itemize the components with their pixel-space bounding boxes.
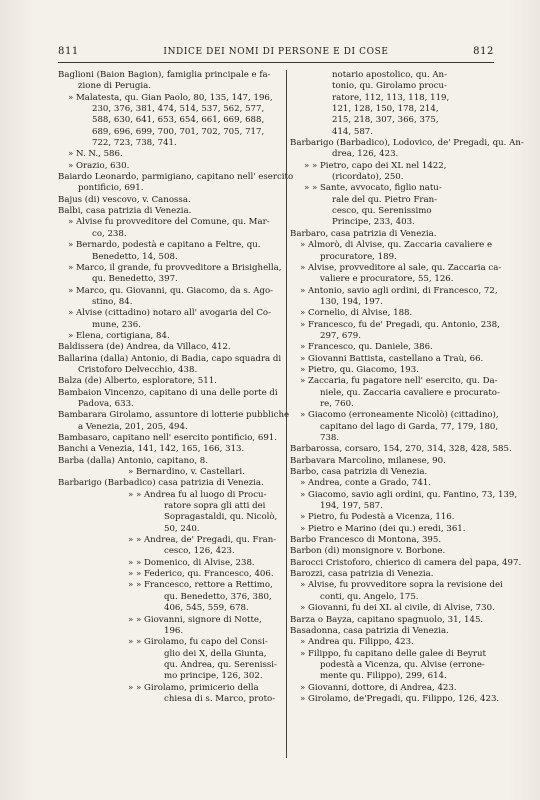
- right-column: [290, 70, 524, 705]
- index-entry-line: » Bernardino, v. Castellari.: [128, 467, 245, 478]
- index-entry-line: mente qu. Filippo), 299, 614.: [320, 671, 447, 682]
- index-entry-line: » Marco, il grande, fu provveditore a Brisighella,: [68, 262, 282, 273]
- index-entry-line: 196.: [164, 625, 184, 636]
- index-entry-line: » Pietro, fu Podestà a Vicenza, 116.: [300, 512, 455, 523]
- index-entry-line: 406, 545, 559, 678.: [164, 603, 249, 614]
- index-entry-line: » » Federico, qu. Francesco, 406.: [128, 569, 274, 580]
- page-number-left: 811: [58, 46, 79, 57]
- index-entry-line: a Venezia, 201, 205, 494.: [78, 421, 188, 432]
- index-entry-line: Benedetto, 14, 508.: [92, 251, 178, 262]
- index-entry-line: qu. Andrea, qu. Serenissi-: [164, 659, 277, 670]
- index-entry-line: » Antonio, savio agli ordini, di Francesco, 72,: [300, 285, 498, 296]
- index-entry-line: re, 760.: [320, 398, 354, 409]
- index-entry-line: 689, 696, 699, 700, 701, 702, 705, 717,: [92, 126, 265, 137]
- index-entry-line: 130, 194, 197.: [320, 296, 383, 307]
- index-entry-line: » Alvise, provveditore al sale, qu. Zaccaria ca-: [300, 262, 502, 273]
- index-entry: Banchi a Venezia, 141, 142, 165, 166, 313.: [58, 444, 245, 455]
- index-entry-line: » Bernardo, podestà e capitano a Feltre, qu.: [68, 240, 261, 251]
- index-entry: Bajus (di) vescovo, v. Canossa.: [58, 194, 191, 205]
- index-entry-line: Padova, 633.: [78, 398, 134, 409]
- index-entry-line: pontificio, 691.: [78, 183, 144, 194]
- index-entry-line: valiere e procuratore, 55, 126.: [320, 274, 454, 285]
- index-entry-line: » Alvise (cittadino) notaro all' avogaria del Co-: [68, 308, 271, 319]
- index-entry-line: » Andrea, conte a Grado, 741.: [300, 478, 432, 489]
- index-entry: Baldissera (de) Andrea, da Villaco, 412.: [58, 342, 231, 353]
- index-entry: Ballarina (dalla) Antonio, di Badia, capo squadra di: [58, 353, 282, 364]
- index-entry: Barozzi, casa patrizia di Venezia.: [290, 569, 434, 580]
- index-entry-line: tonio, qu. Girolamo procu-: [332, 81, 447, 92]
- index-entry-line: 121, 128, 150, 178, 214,: [332, 104, 439, 115]
- index-entry-line: Cristoforo Delvecchio, 438.: [78, 364, 198, 375]
- index-entry-line: » » Domenico, di Alvise, 238.: [128, 557, 255, 568]
- index-entry: Barza o Bayza, capitano spagnuolo, 31, 145.: [290, 614, 484, 625]
- index-entry-line: co, 238.: [92, 228, 127, 239]
- index-entry-line: » Almorò, di Alvise, qu. Zaccaria cavaliere e: [300, 240, 493, 251]
- index-entry: Barbaro, casa patrizia di Venezia.: [290, 228, 437, 239]
- index-entry-line: conti, qu. Angelo, 175.: [320, 591, 419, 602]
- index-entry-line: » » Girolamo, primicerio della: [128, 682, 259, 693]
- index-entry: Bambaion Vincenzo, capitano di una delle porte di: [58, 387, 278, 398]
- index-entry-line: » Francesco, qu. Daniele, 386.: [300, 342, 433, 353]
- index-entry-line: drea, 126, 423.: [332, 149, 399, 160]
- index-entry-line: rale del qu. Pietro Fran-: [332, 194, 438, 205]
- page-header: [58, 44, 494, 58]
- index-entry-line: » Giacomo, savio agli ordini, qu. Fantino, 73, 139,: [300, 489, 518, 500]
- column-separator: [286, 70, 287, 758]
- index-entry: Barbarigo (Barbadico), Lodovico, de' Pregadi, qu. An-: [290, 138, 524, 149]
- index-entry-line: » Giovanni Battista, castellano a Traù, 66.: [300, 353, 484, 364]
- index-entry-line: » Andrea qu. Filippo, 423.: [300, 637, 414, 648]
- header-rule: [58, 62, 494, 63]
- page-number-right: 812: [473, 46, 494, 57]
- index-entry-line: (ricordato), 250.: [332, 172, 404, 183]
- index-entry-line: mo principe, 126, 302.: [164, 671, 263, 682]
- index-entry-line: » » Francesco, rettore a Rettimo,: [128, 580, 273, 591]
- index-entry-line: » » Sante, avvocato, figlio natu-: [304, 183, 442, 194]
- index-entry-line: procuratore, 189.: [320, 251, 397, 262]
- index-entry-line: » » Andrea fu al luogo di Procu-: [128, 489, 267, 500]
- index-entry-line: ratore, 112, 113, 118, 119,: [332, 92, 450, 103]
- index-entry-line: » Alvise, fu provveditore sopra la revisione dei: [300, 580, 503, 591]
- index-entry-line: capitano del lago di Garda, 77, 179, 180,: [320, 421, 499, 432]
- index-entry-line: » » Pietro, capo dei XL nel 1422,: [304, 160, 447, 171]
- index-entry-line: 194, 197, 587.: [320, 501, 383, 512]
- index-entry: Barbarossa, corsaro, 154, 270, 314, 328, 428, 585.: [290, 444, 512, 455]
- index-entry: Balza (de) Alberto, esploratore, 511.: [58, 376, 217, 387]
- index-entry-line: » Francesco, fu de' Pregadi, qu. Antonio, 238,: [300, 319, 500, 330]
- index-entry-line: cesco, qu. Serenissimo: [332, 206, 432, 217]
- index-entry-line: » Giovanni, dottore, di Andrea, 423.: [300, 682, 457, 693]
- index-entry-line: » Malatesta, qu. Gian Paolo, 80, 135, 147, 196,: [68, 92, 273, 103]
- index-entry-line: zione di Perugia.: [78, 81, 152, 92]
- index-entry-line: » » Andrea, de' Pregadi, qu. Fran-: [128, 535, 277, 546]
- index-entry-line: » Orazio, 630.: [68, 160, 130, 171]
- index-entry: Barbo Francesco di Montona, 395.: [290, 535, 442, 546]
- index-entry-line: ratore sopra gli atti dei: [164, 501, 266, 512]
- index-entry-line: 722, 723, 738, 741.: [92, 138, 177, 149]
- index-entry-line: » Elena, cortigiana, 84.: [68, 330, 170, 341]
- index-entry-line: 414, 587.: [332, 126, 374, 137]
- index-entry-line: glio dei X, della Giunta,: [164, 648, 267, 659]
- index-entry-line: qu. Benedetto, 397.: [92, 274, 178, 285]
- index-entry-line: Principe, 233, 403.: [332, 217, 415, 228]
- index-entry-line: » Giacomo (erroneamente Nicolò) (cittadino),: [300, 410, 499, 421]
- index-entry: Barocci Cristoforo, chierico di camera del papa, 497.: [290, 557, 522, 568]
- index-entry-line: 738.: [320, 433, 340, 443]
- index-entry: Barba (dalla) Antonio, capitano, 8.: [58, 455, 209, 466]
- index-entry: Bambarara Girolamo, assuntore di lotterie pubbliche: [58, 410, 290, 421]
- index-entry-line: » Girolamo, de'Pregadi, qu. Filippo, 126, 423.: [300, 693, 500, 704]
- index-entry: Balbi, casa patrizia di Venezia.: [58, 206, 192, 217]
- index-entry-line: qu. Benedetto, 376, 380,: [164, 591, 272, 602]
- index-entry-line: podestà a Vicenza, qu. Alvise (errone-: [320, 659, 485, 670]
- running-title: INDICE DEI NOMI DI PERSONE E DI COSE: [163, 47, 389, 57]
- index-entry-line: stino, 84.: [92, 296, 133, 307]
- index-entry: Barbon (di) monsignore v. Borbone.: [290, 546, 446, 557]
- index-entry-line: » Cornelio, di Alvise, 188.: [300, 308, 413, 319]
- index-entry-line: 230, 376, 381, 474, 514, 537, 562, 577,: [92, 104, 265, 115]
- index-entry: Bambasaro, capitano nell' esercito pontificio, 691.: [58, 433, 277, 443]
- index-entry: Barbarigo (Barbadico) casa patrizia di Venezia.: [58, 478, 264, 489]
- index-entry-line: » Pietro, qu. Giacomo, 193.: [300, 364, 419, 375]
- index-entry-line: » N. N., 586.: [68, 149, 123, 160]
- index-entry-line: chiesa di s. Marco, proto-: [164, 693, 276, 704]
- index-entry-line: » Zaccaria, fu pagatore nell' esercito, qu. Da-: [300, 376, 498, 387]
- index-entry-line: cesco, 126, 423.: [164, 546, 235, 557]
- index-entry: Baiardo Leonardo, parmigiano, capitano nell' esercito: [58, 172, 294, 183]
- index-entry: Barbo, casa patrizia di Venezia.: [290, 467, 428, 478]
- left-column: [58, 70, 294, 705]
- index-entry: Barbavara Marcolino, milanese, 90.: [290, 455, 446, 466]
- index-entry-line: 215, 218, 307, 366, 375,: [332, 115, 439, 126]
- index-entry-line: 297, 679.: [320, 330, 362, 341]
- index-entry: Basadonna, casa patrizia di Venezia.: [290, 625, 449, 636]
- index-entry-line: 588, 630, 641, 653, 654, 661, 669, 688,: [92, 115, 265, 126]
- index-entry-line: 50, 240.: [164, 523, 200, 534]
- index-entry-line: niele, qu. Zaccaria cavaliere e procurato-: [320, 387, 500, 398]
- index-entry-line: » » Giovanni, signore di Notte,: [128, 614, 262, 625]
- index-entry-line: notario apostolico, qu. An-: [332, 70, 447, 80]
- index-entry-line: » » Girolamo, fu capo del Consi-: [128, 637, 268, 648]
- index-entry-line: » Pietro e Marino (dei qu.) eredi, 361.: [300, 523, 466, 534]
- index-entry-line: » Giovanni, fu dei XL al civile, di Alvise, 730.: [300, 603, 495, 614]
- index-entry-line: » Alvise fu provveditore del Comune, qu. Mar-: [68, 217, 270, 228]
- index-entry-line: mune, 236.: [92, 319, 141, 330]
- index-entry-line: » Filippo, fu capitano delle galee di Beyrut: [300, 648, 486, 659]
- index-entry-line: Sopragastaldi, qu. Nicolò,: [164, 512, 278, 523]
- index-entry: Baglioni (Baion Bagion), famiglia principale e fa-: [58, 70, 271, 80]
- index-entry-line: » Marco, qu. Giovanni, qu. Giacomo, da s. Ago-: [68, 285, 274, 296]
